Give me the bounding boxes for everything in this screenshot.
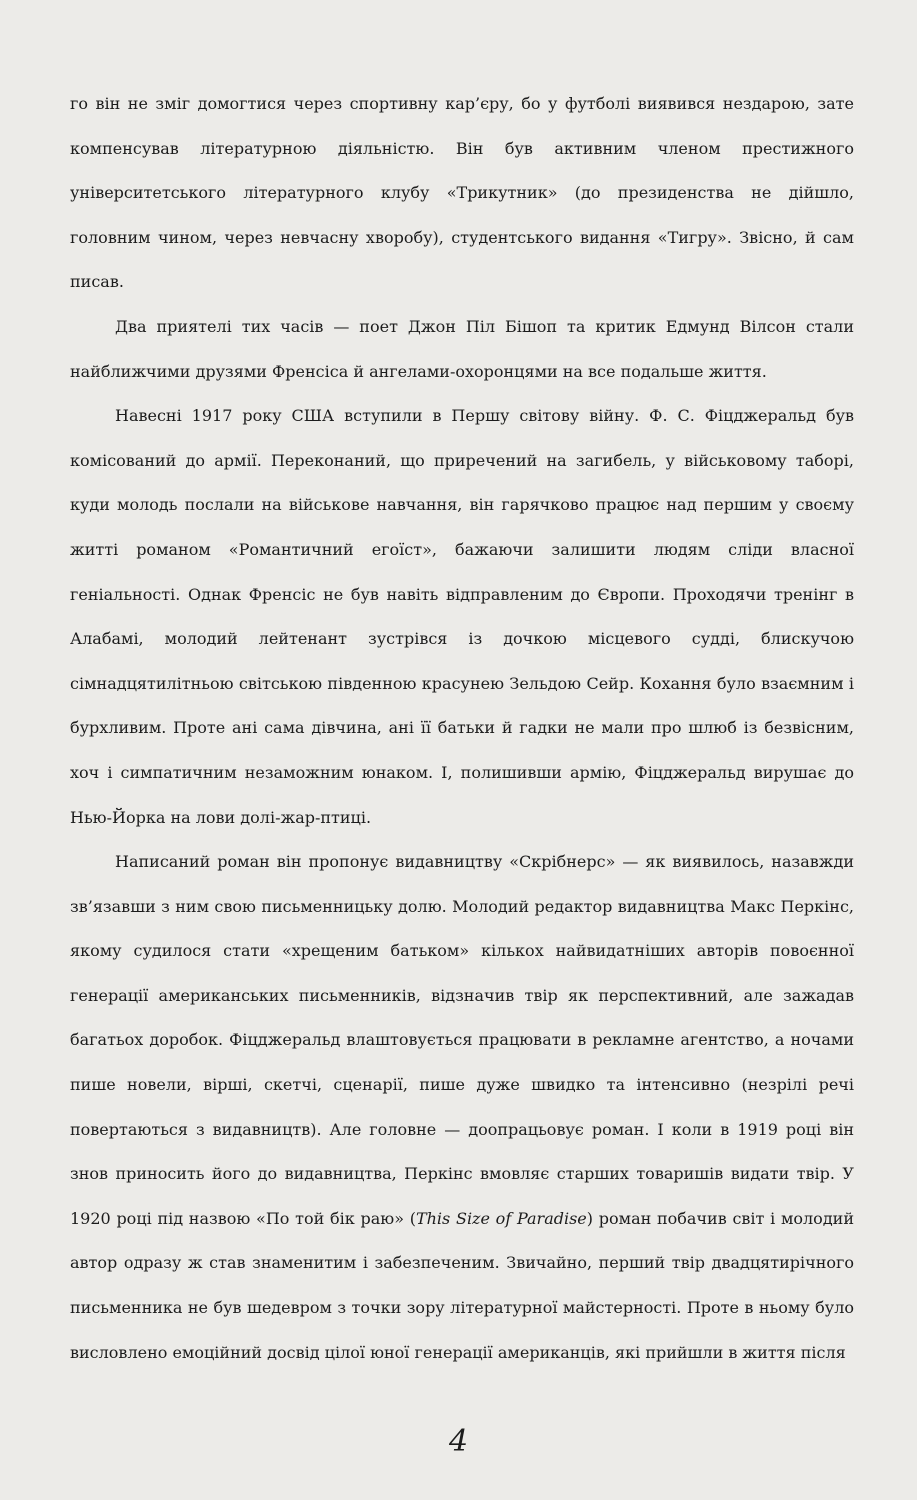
page-number: 4 xyxy=(448,1424,469,1459)
paragraph-1: го він не зміг домогтися через спортивну кар’єру, бо у футболі виявився нездарою, зате компенсував літературною діяльністю. Він був активним членом престижного університетського літературного клубу «Трикутник» (до президенства не дійшло, головним чином, через невчасну хворобу), студентського видання «Тигру». Звісно, й сам писав. xyxy=(70,94,854,292)
paragraph-3: Навесні 1917 року США вступили в Першу світову війну. Ф. С. Фіцджеральд був комісований до армії. Переконаний, що приречений на загибель, у військовому таборі, куди молодь послали на військове навчання, він гарячково працює над першим у своєму житті романом «Романтичний егоїст», бажаючи залишити людям сліди власної геніальності. Однак Френсіс не був навіть відправленим до Європи. Проходячи тренінг в Алабамі, молодий лейтенант зустрівся із дочкою місцевого судді, блискучою сімнадцятилітньою світською південною красунею Зельдою Сейр. Кохання було взаємним і бурхливим. Проте ані сама дівчина, ані її батьки й гадки не мали про шлюб із безвісним, хоч і симпатичним незаможним юнаком. І, полишивши армію, Фіцджеральд вирушає до Нью-Йорка на лови долі-жар-птиці. xyxy=(70,406,854,827)
body-text xyxy=(70,82,854,1375)
paragraph-4 xyxy=(70,840,854,1375)
paragraph-2: Два приятелі тих часів — поет Джон Піл Бішоп та критик Едмунд Вілсон стали найближчими друзями Френсіса й ангелами-охоронцями на все подальше життя. xyxy=(70,316,854,381)
paragraph-4-part-2: ) роман побачив світ і молодий автор одразу ж став знаменитим і забезпеченим. Звичайно, перший твір двадцятирічного письменника не був шедевром з точки зору літературної майстерності. Проте в ньому було висловлено емоційний досвід цілої юної генерації американців, які прийшли в життя після xyxy=(70,1208,854,1362)
book-title-italic: This Size of Paradise xyxy=(415,1208,587,1228)
paragraph-4-part-1: Написаний роман він пропонує видавництву «Скрібнерс» — як виявилось, назавжди зв’язавши з ним свою письменницьку долю. Молодий редактор видавництва Макс Перкінс, якому судилося стати «хрещеним батьком» кількох найвидатніших авторів повоєнної генерації американських письменників, відзначив твір як перспективний, але зажадав багатьох доробок. Фіцджеральд влаштовується працювати в рекламне агентство, а ночами пише новели, вірші, скетчі, сценарії, пише дуже швидко та інтенсивно (незрілі речі повертаються з видавництв). Але головне — доопрацьовує роман. І коли в 1919 році він знов приносить його до видавництва, Перкінс вмовляє старших товаришів видати твір. У 1920 році під назвою «По той бік раю» ( xyxy=(70,852,854,1228)
